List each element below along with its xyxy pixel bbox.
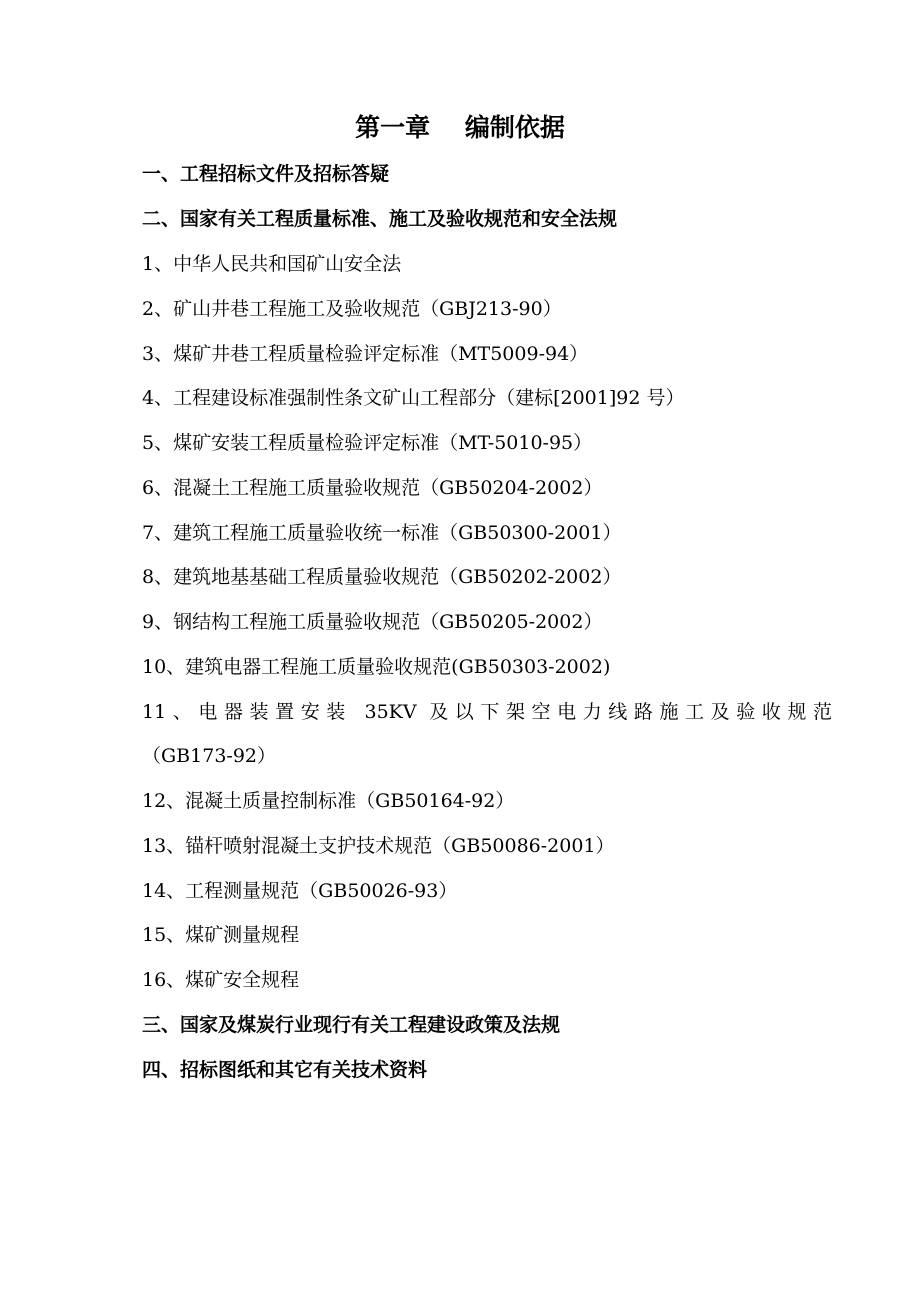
list-item-11: 11、电器装置安装 35KV 及以下架空电力线路施工及验收规范 (142, 701, 832, 723)
list-item-8: 8、建筑地基基础工程质量验收规范（GB50202-2002） (142, 566, 622, 588)
list-item-12: 12、混凝土质量控制标准（GB50164-92） (142, 790, 515, 812)
section-heading-1: 一、工程招标文件及招标答疑 (142, 163, 390, 185)
list-item-2: 2、矿山井巷工程施工及验收规范（GBJ213-90） (142, 298, 562, 320)
list-item-9: 9、钢结构工程施工质量验收规范（GB50205-2002） (142, 611, 603, 633)
list-item-1: 1、中华人民共和国矿山安全法 (142, 253, 402, 275)
section-heading-3: 三、国家及煤炭行业现行有关工程建设政策及法规 (142, 1014, 561, 1036)
list-item-5: 5、煤矿安装工程质量检验评定标准（MT-5010-95） (142, 432, 593, 454)
list-item-14: 14、工程测量规范（GB50026-93） (142, 880, 458, 902)
list-item-13: 13、锚杆喷射混凝土支护技术规范（GB50086-2001） (142, 835, 615, 857)
list-item-11-continuation: （GB173-92） (142, 745, 277, 767)
list-item-16: 16、煤矿安全规程 (142, 969, 300, 991)
list-item-10: 10、建筑电器工程施工质量验收规范(GB50303-2002) (142, 656, 611, 678)
list-item-6: 6、混凝土工程施工质量验收规范（GB50204-2002） (142, 477, 603, 499)
list-item-15: 15、煤矿测量规程 (142, 924, 300, 946)
list-item-7: 7、建筑工程施工质量验收统一标准（GB50300-2001） (142, 522, 622, 544)
section-heading-4: 四、招标图纸和其它有关技术资料 (142, 1059, 428, 1081)
section-heading-2: 二、国家有关工程质量标准、施工及验收规范和安全法规 (142, 208, 618, 230)
list-item-3: 3、煤矿井巷工程质量检验评定标准（MT5009-94） (142, 343, 589, 365)
list-item-4: 4、工程建设标准强制性条文矿山工程部分（建标[2001]92 号） (142, 387, 685, 409)
chapter-title: 第一章 编制依据 (355, 113, 565, 142)
